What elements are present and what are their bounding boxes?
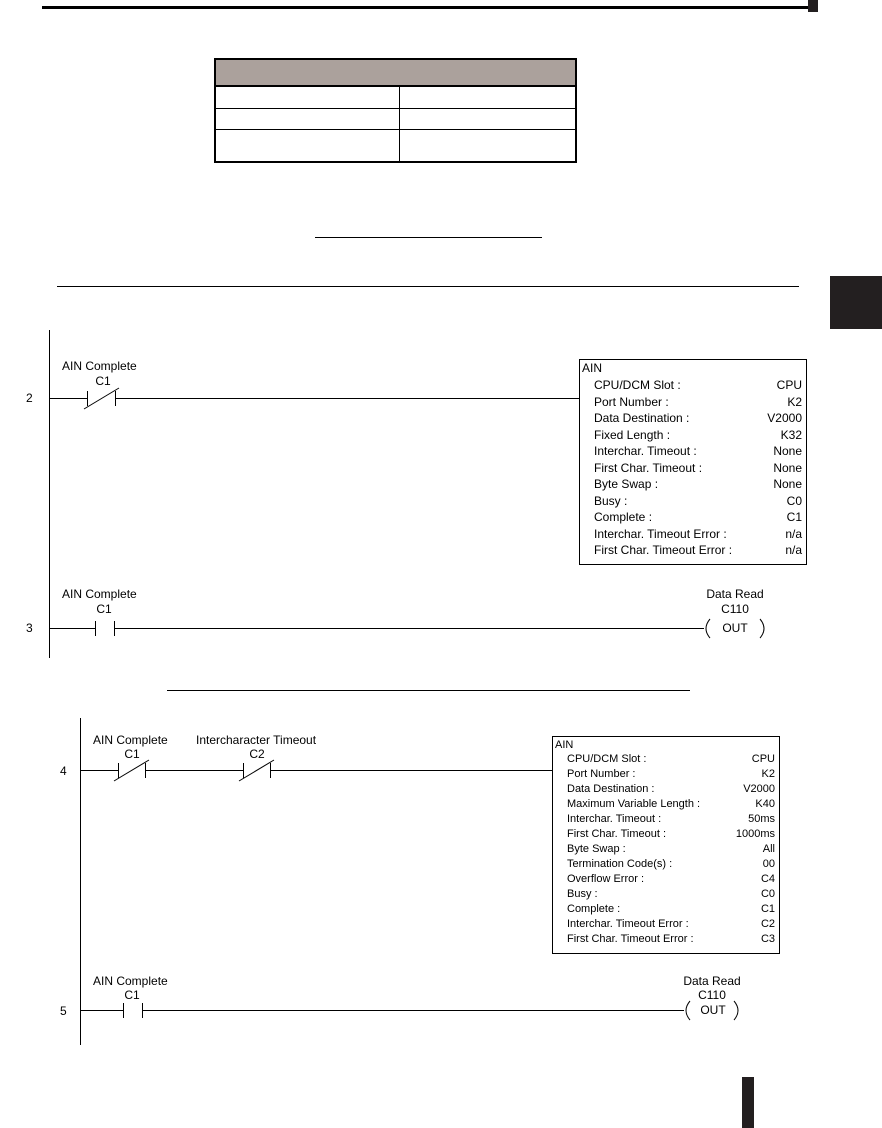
param-label: Maximum Variable Length : xyxy=(567,798,701,810)
param-value: CPU xyxy=(751,753,775,765)
coil-address: C110 xyxy=(721,602,749,616)
param-label: Port Number : xyxy=(567,768,636,780)
ain-param-row xyxy=(567,753,775,765)
rung-number: 5 xyxy=(60,1004,67,1018)
contact-label: AIN Complete xyxy=(62,587,137,601)
ain-param-row xyxy=(594,395,802,409)
param-value: None xyxy=(773,477,802,491)
param-value: K32 xyxy=(780,427,802,442)
param-label: Byte Swap : xyxy=(594,477,659,491)
param-label: Busy : xyxy=(567,888,598,900)
ain-param-row xyxy=(594,444,802,458)
param-label: CPU/DCM Slot : xyxy=(594,378,681,392)
coil-c110-left-arc xyxy=(686,1001,690,1020)
param-value: C3 xyxy=(760,933,775,945)
ain-param-row xyxy=(594,477,802,491)
ain-param-row xyxy=(594,494,802,508)
param-value: C4 xyxy=(760,873,775,885)
ain-param-row xyxy=(594,543,802,557)
param-label: Interchar. Timeout : xyxy=(567,813,662,825)
param-value: V2000 xyxy=(743,783,775,795)
coil-address: C110 xyxy=(698,988,726,1002)
param-label: Port Number : xyxy=(594,394,669,409)
param-label: First Char. Timeout : xyxy=(594,460,703,475)
contact-c2-nc-slash xyxy=(239,760,274,781)
param-value: n/a xyxy=(785,543,802,557)
param-label: Data Destination : xyxy=(567,783,655,795)
param-value: 00 xyxy=(762,858,775,870)
param-label: CPU/DCM Slot : xyxy=(567,753,647,765)
param-label: Termination Code(s) : xyxy=(567,858,673,870)
coil-instruction: OUT xyxy=(722,621,748,635)
coil-label: Data Read xyxy=(706,587,764,601)
param-value: 50ms xyxy=(748,813,775,825)
param-label: Interchar. Timeout Error : xyxy=(594,526,727,541)
ain-param-row xyxy=(567,843,775,855)
ain-param-row xyxy=(567,933,775,945)
ain-param-row xyxy=(567,828,775,840)
contact-label: AIN Complete xyxy=(62,359,137,373)
param-label: Complete : xyxy=(594,510,653,524)
param-label: Fixed Length : xyxy=(594,427,671,442)
param-value: 1000ms xyxy=(735,828,775,840)
contact-label: AIN Complete xyxy=(93,974,168,988)
ain-param-row xyxy=(567,858,775,870)
coil-label: Data Read xyxy=(683,974,741,988)
ain-param-row xyxy=(567,873,775,885)
coil-instruction: OUT xyxy=(700,1003,726,1017)
contact-address: C2 xyxy=(249,747,265,761)
param-value: K40 xyxy=(755,798,775,810)
ain-param-row xyxy=(594,428,802,442)
param-label: Overflow Error : xyxy=(567,873,645,885)
param-label: Data Destination : xyxy=(594,411,690,425)
ain-param-row xyxy=(567,813,775,825)
ain-param-row xyxy=(567,918,775,930)
param-value: None xyxy=(773,460,802,475)
rung-number: 3 xyxy=(26,621,33,635)
param-value: C1 xyxy=(760,903,775,915)
param-value: V2000 xyxy=(767,411,802,425)
ain-param-row xyxy=(594,461,802,475)
ain-box-title: AIN xyxy=(582,361,603,375)
ain-param-row xyxy=(594,527,802,541)
contact-address: C1 xyxy=(96,602,112,616)
ain-param-row xyxy=(567,888,775,900)
param-label: First Char. Timeout Error : xyxy=(594,543,733,557)
ain-param-row xyxy=(594,411,802,425)
param-label: Interchar. Timeout Error : xyxy=(567,918,689,930)
param-label: First Char. Timeout Error : xyxy=(567,933,694,945)
param-value: n/a xyxy=(785,526,802,541)
coil-c110-left-arc xyxy=(706,619,710,638)
contact-label: Intercharacter Timeout xyxy=(196,733,317,747)
contact-label: AIN Complete xyxy=(93,733,168,747)
contact-address: C1 xyxy=(95,374,111,388)
ain-param-row xyxy=(567,768,775,780)
param-value: C1 xyxy=(786,510,802,524)
rung-number: 4 xyxy=(60,764,67,778)
ain-param-row xyxy=(594,510,802,524)
ain-box-title: AIN xyxy=(555,739,574,751)
param-value: CPU xyxy=(776,378,802,392)
contact-c1-nc-slash xyxy=(114,760,149,781)
param-value: C0 xyxy=(760,888,775,900)
ain-instruction-box[interactable] xyxy=(552,736,780,954)
rung-number: 2 xyxy=(26,391,33,405)
param-value: K2 xyxy=(787,394,802,409)
param-value: K2 xyxy=(761,768,775,780)
param-value: None xyxy=(773,444,802,458)
coil-c110-right-arc xyxy=(760,619,764,638)
param-label: Busy : xyxy=(594,493,628,508)
ain-param-row xyxy=(567,798,775,810)
contact-address: C1 xyxy=(124,988,140,1002)
contact-address: C1 xyxy=(124,747,140,761)
param-label: Byte Swap : xyxy=(567,843,626,855)
ain-param-row xyxy=(567,783,775,795)
param-label: Interchar. Timeout : xyxy=(594,444,697,458)
param-label: Complete : xyxy=(567,903,621,915)
ain-param-row xyxy=(594,378,802,392)
ain-param-row xyxy=(567,903,775,915)
param-value: C2 xyxy=(760,918,775,930)
coil-c110-right-arc xyxy=(734,1001,738,1020)
param-value: C0 xyxy=(786,493,802,508)
param-label: First Char. Timeout : xyxy=(567,828,667,840)
ain-instruction-box[interactable] xyxy=(579,359,807,565)
contact-c1-nc-slash xyxy=(84,388,119,409)
param-value: All xyxy=(762,843,775,855)
